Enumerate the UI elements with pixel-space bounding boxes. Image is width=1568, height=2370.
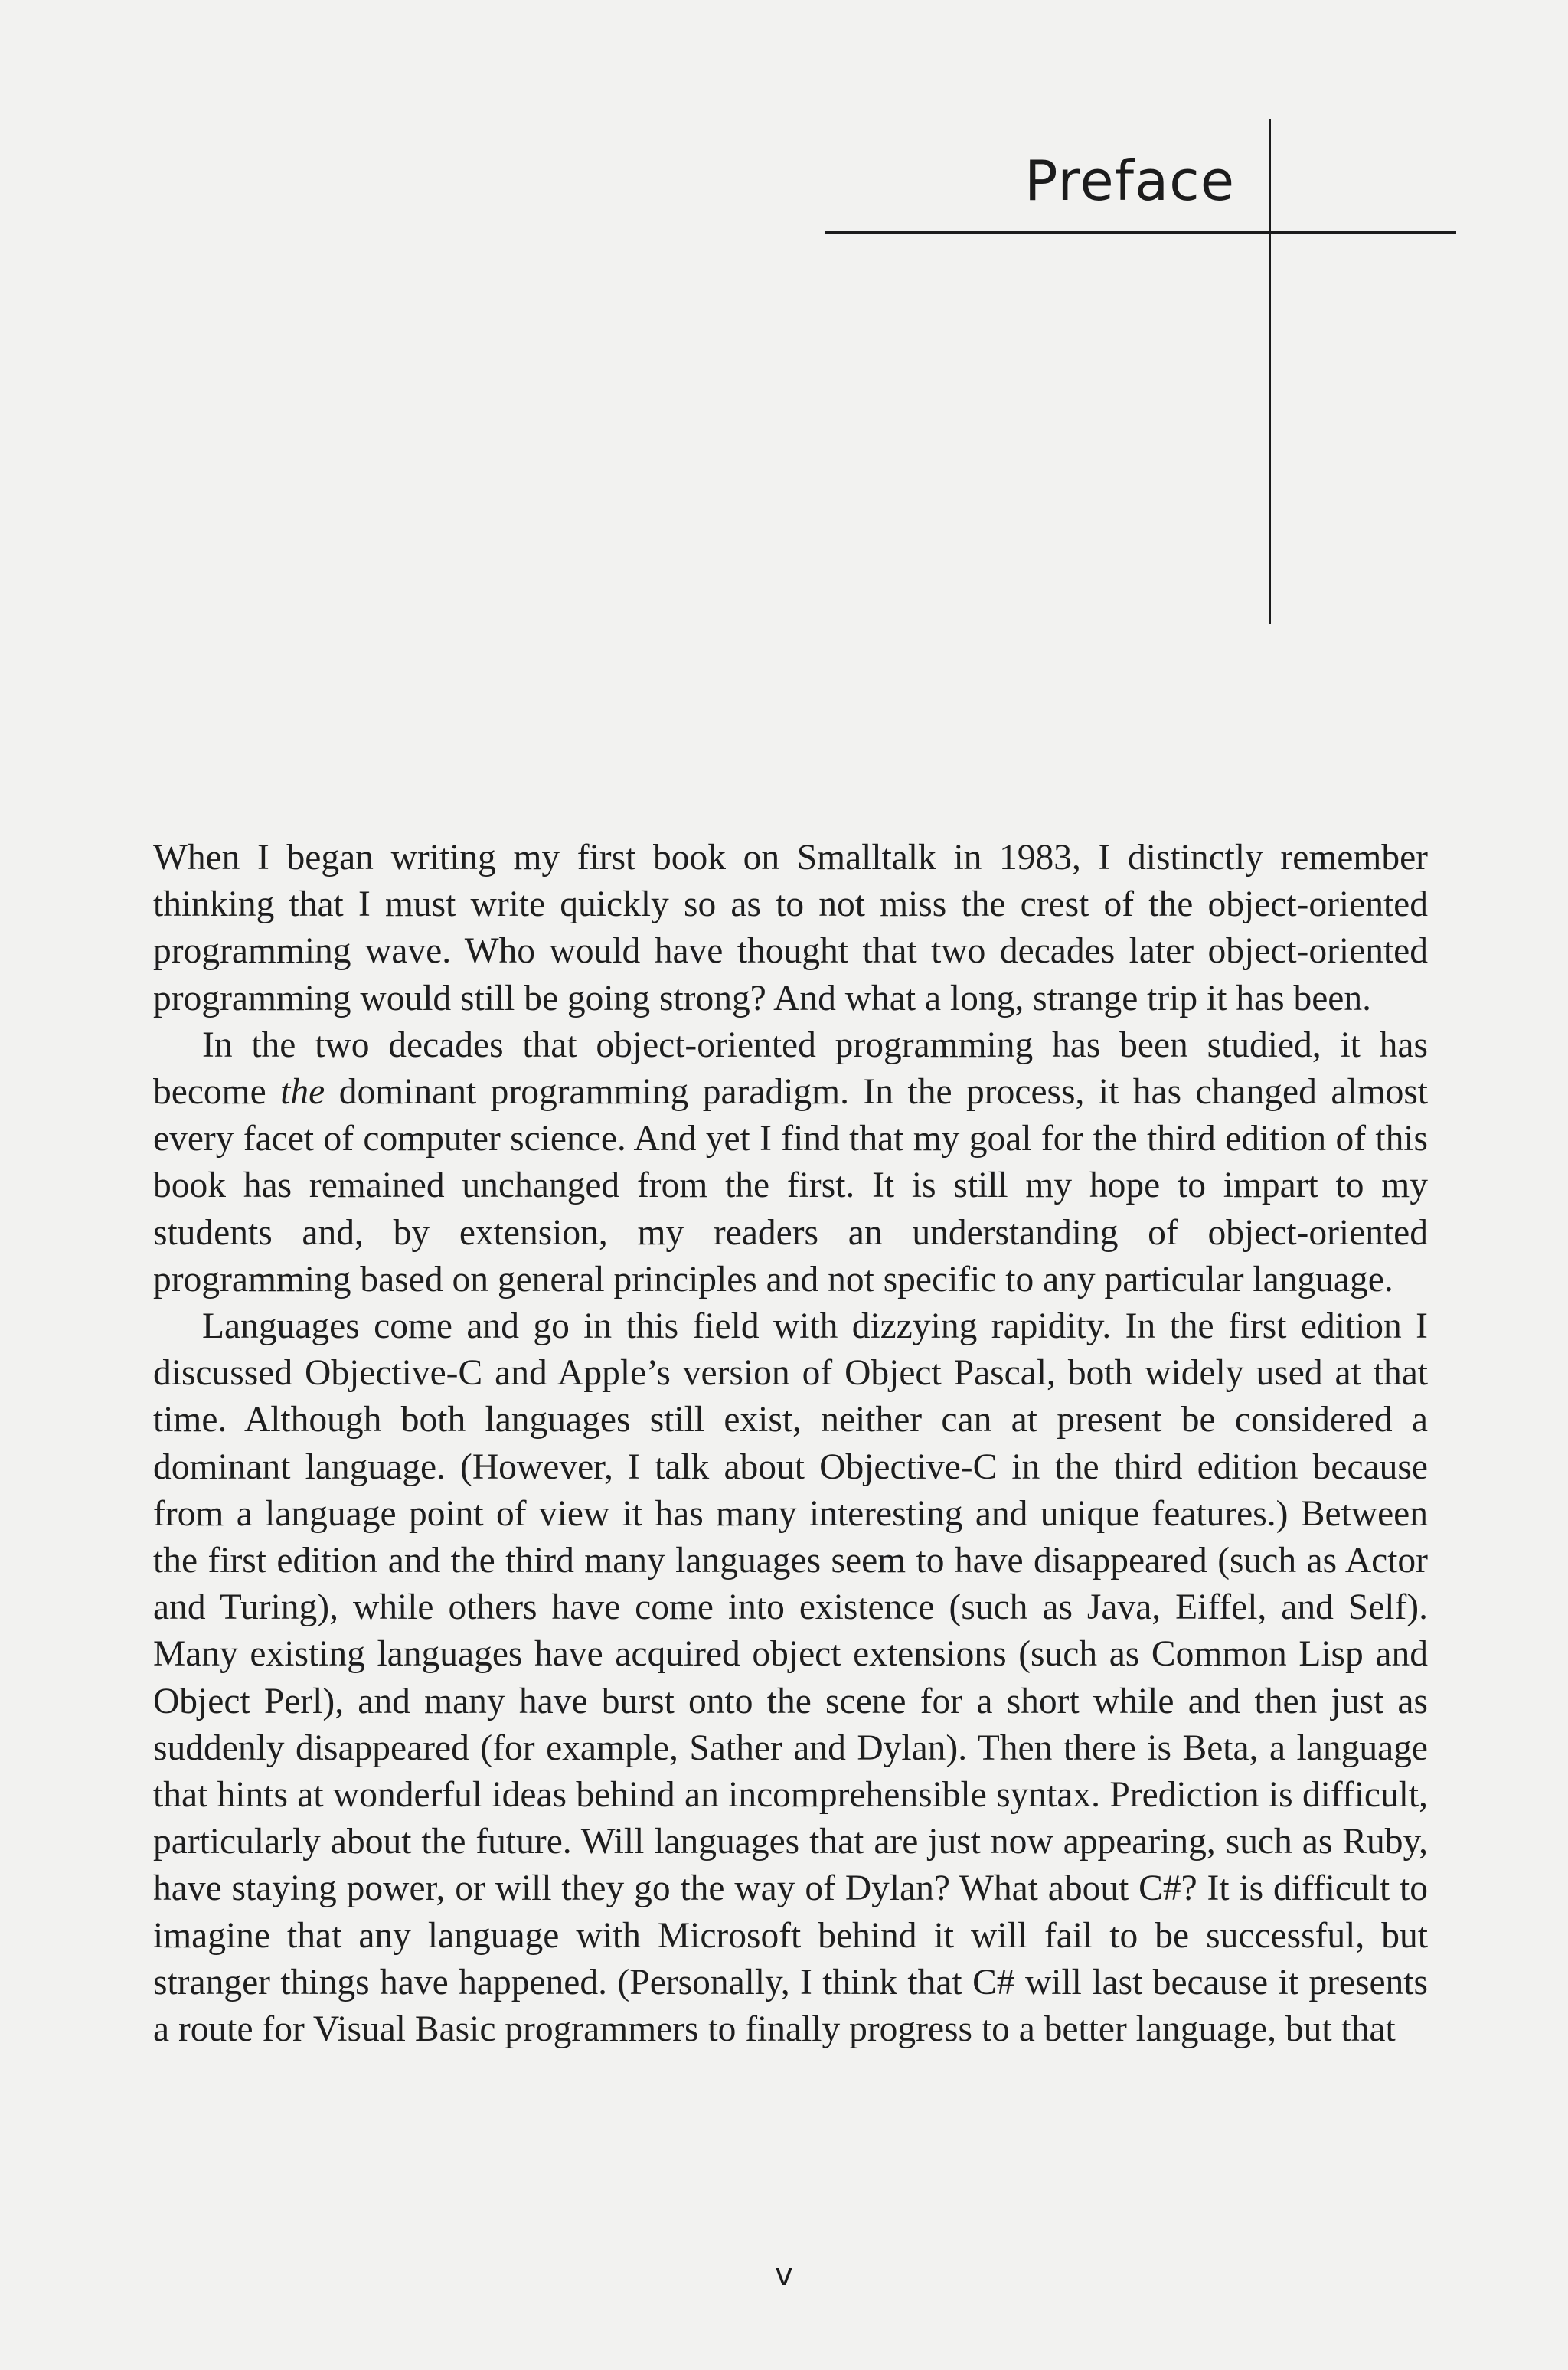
paragraph-2-emphasis: the [280, 1072, 325, 1113]
paragraph-2 [153, 1022, 1428, 1303]
paragraph-3: Languages come and go in this field with dizzying rapidity. In the first edition I discussed Objective-C and Apple’s version of Object Pascal, both widely used at that time. Although both languages still exist, neither can at present be considered a dominant language. (However, I talk about Objective-C in the third edition because from a language point of view it has many interesting and unique features.) Between the first edition and the third many languages seem to have disappeared (such as Actor and Turing), while others have come into existence (such as Java, Eiffel, and Self). Many existing languages have acquired object extensions (such as Common Lisp and Object Perl), and many have burst onto the scene for a short while and then just as suddenly disappeared (for example, Sather and Dylan). Then there is Beta, a language that hints at wonderful ideas behind an incomprehensible syntax. Prediction is difficult, particularly about the future. Will languages that are just now appearing, such as Ruby, have staying power, or will they go the way of Dylan? What about C#? It is difficult to imagine that any language with Microsoft behind it will fail to be successful, but stranger things have happened. (Personally, I think that C# will last because it presents a route for Visual Basic programmers to finally progress to a better language, but that [153, 1306, 1428, 2050]
title-horizontal-rule [825, 231, 1456, 234]
paragraph-1: When I began writing my first book on Smalltalk in 1983, I distinctly remember thinking that I must write quickly so as to not miss the crest of the object-oriented programming wave. Who would have thought that two decades later object-oriented programming would still be going strong? And what a long, strange trip it has been. [153, 838, 1428, 1018]
paragraph-2-part-b: dominant programming paradigm. In the process, it has changed almost every facet of computer science. And yet I find that my goal for the third edition of this book has remained unchanged from the first. It is still my hope to impart to my students and, by extension, my readers an understanding of object-oriented programming based on general principles and not specific to any particular language. [153, 1072, 1429, 1299]
page-number: v [775, 2257, 793, 2293]
paragraph-2-part-a: In the two decades that object-oriented programming has been studied, it has become [153, 1025, 1428, 1113]
preface-body [153, 835, 1428, 2053]
title-vertical-rule [1269, 119, 1271, 624]
chapter-title: Preface [1024, 149, 1235, 213]
